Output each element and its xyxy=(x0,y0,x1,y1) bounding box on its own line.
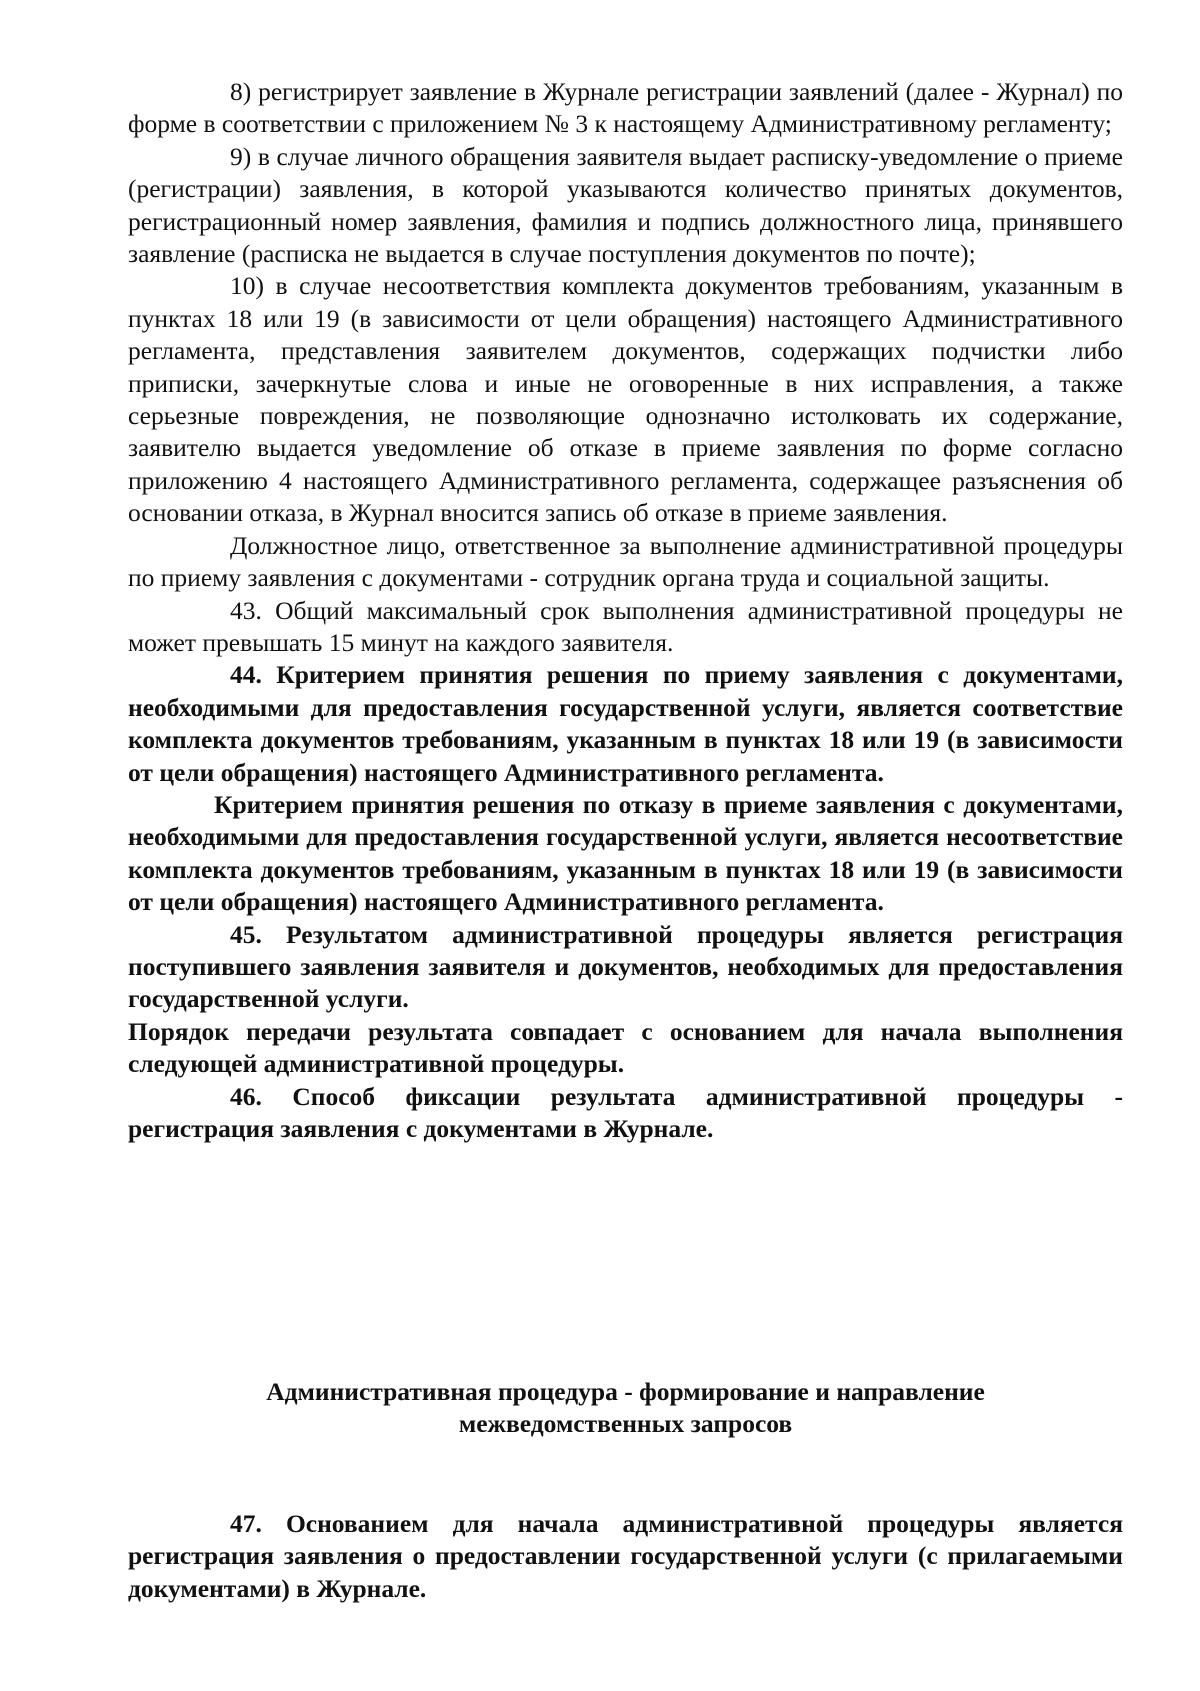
section-heading xyxy=(128,1376,1123,1441)
paragraph-45: 45. Результатом административной процедуры является регистрация поступившего заявления заявителя и документов, необходимых для предоставления государственной услуги. xyxy=(128,919,1123,1014)
paragraph-44: 44. Критерием принятия решения по приему заявления с документами, необходимыми для предоставления государственной услуги, является соответствие комплекта документов требованиям, указанным в пунктах 18 или 19 (в зависимости от цели обращения) настоящего Административного регламента. xyxy=(128,660,1123,787)
document-body-continued xyxy=(128,1508,1123,1605)
paragraph-transfer-order: Порядок передачи результата совпадает с основанием для начала выполнения следующей административной процедуры. xyxy=(128,1016,1123,1079)
paragraph-43: 43. Общий максимальный срок выполнения административной процедуры не может превышать 15 минут на каждого заявителя. xyxy=(128,595,1123,657)
section-heading-line-2: межведомственных запросов xyxy=(458,1409,793,1439)
paragraph-item-9: 9) в случае личного обращения заявителя выдает расписку-уведомление о приеме (регистрации) заявления, в которой указываются количество принятых документов, регистрационный номер заявления, фамилия и подпись должностного лица, принявшего заявление (расписка не выдается в случае поступления документов по почте); xyxy=(128,141,1123,269)
paragraph-responsible-person: Должностное лицо, ответственное за выполнение административной процедуры по приему заявления с документами - сотрудник органа труда и социальной защиты. xyxy=(128,530,1123,593)
paragraph-46: 46. Способ фиксации результата административной процедуры - регистрация заявления с документами в Журнале. xyxy=(128,1081,1123,1143)
paragraph-47: 47. Основанием для начала административной процедуры является регистрация заявления о предоставлении государственной услуги (с прилагаемыми документами) в Журнале. xyxy=(128,1509,1123,1603)
paragraph-item-10: 10) в случае несоответствия комплекта документов требованиям, указанным в пунктах 18 или 19 (в зависимости от цели обращения) настоящего Административного регламента, представления заявителем документов, содержащих подчистки либо приписки, зачеркнутые слова и иные не оговоренные в них исправления, а также серьезные повреждения, не позволяющие однозначно истолковать их содержание, заявителю выдается уведомление об отказе в приеме заявления по форме согласно приложению 4 настоящего Административного регламента, содержащее разъяснения об основании отказа, в Журнал вносится запись об отказе в приеме заявления. xyxy=(128,271,1123,528)
paragraph-refusal-criterion: Критерием принятия решения по отказу в приеме заявления с документами, необходимыми для предоставления государственной услуги, является несоответствие комплекта документов требованиям, указанным в пунктах 18 или 19 (в зависимости от цели обращения) настоящего Административного регламента. xyxy=(128,789,1123,917)
document-body xyxy=(128,76,1123,1145)
section-heading-line-1: Административная процедура - формирование и направление xyxy=(266,1377,985,1406)
paragraph-item-8: 8) регистрирует заявление в Журнале регистрации заявлений (далее - Журнал) по форме в соответствии с приложением № 3 к настоящему Административному регламенту; xyxy=(128,77,1123,139)
